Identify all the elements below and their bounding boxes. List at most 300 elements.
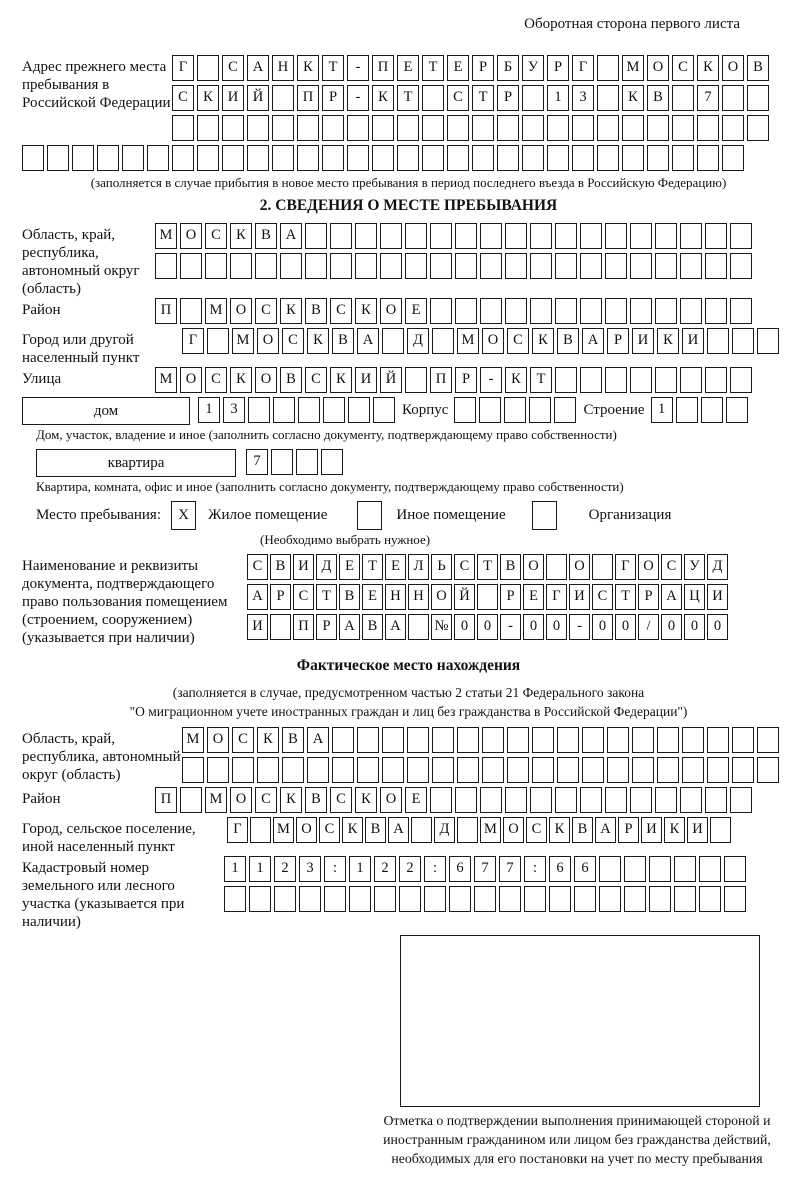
field-street — [22, 367, 795, 397]
char-cell: В — [255, 223, 277, 249]
char-cell: Е — [339, 554, 360, 580]
char-cell — [707, 328, 729, 354]
char-cell — [672, 115, 694, 141]
char-cell: Р — [455, 367, 477, 393]
char-cell: И — [632, 328, 654, 354]
char-cell: С — [507, 328, 529, 354]
char-cell: В — [747, 55, 769, 81]
char-cell: Г — [572, 55, 594, 81]
char-cell: К — [280, 298, 302, 324]
char-cell: - — [569, 614, 590, 640]
stay-type-label: Место пребывания: — [36, 507, 161, 523]
char-cell — [557, 757, 579, 783]
char-cell — [747, 85, 769, 111]
char-cell — [197, 115, 219, 141]
char-cell — [555, 787, 577, 813]
char-cell: 1 — [547, 85, 569, 111]
char-cell — [680, 787, 702, 813]
char-cell — [730, 787, 752, 813]
char-cell — [555, 367, 577, 393]
previous-address-note: (заполняется в случае прибытия в новое место пребывания в период последнего въезда в Российскую Федерацию) — [90, 175, 727, 190]
char-cell — [474, 886, 496, 912]
stay-type-row — [22, 501, 795, 530]
char-cell: С — [255, 787, 277, 813]
char-cell: О — [569, 554, 590, 580]
char-cell: - — [480, 367, 502, 393]
char-cell: 7 — [474, 856, 496, 882]
char-cell — [547, 145, 569, 171]
char-cell: С — [592, 584, 613, 610]
char-cell — [411, 817, 432, 843]
previous-address-row-4[interactable] — [22, 145, 795, 172]
char-cell — [624, 856, 646, 882]
char-cell — [657, 727, 679, 753]
char-cell: И — [247, 614, 268, 640]
char-cell: Ь — [431, 554, 452, 580]
char-cell: К — [280, 787, 302, 813]
char-cell: С — [247, 554, 268, 580]
char-cell — [249, 886, 271, 912]
stroenie-cells[interactable] — [651, 397, 751, 424]
char-cell: Й — [380, 367, 402, 393]
char-cell — [307, 757, 329, 783]
char-cell — [649, 886, 671, 912]
char-cell — [47, 145, 69, 171]
char-cell — [674, 856, 696, 882]
char-cell — [607, 757, 629, 783]
char-cell — [722, 145, 744, 171]
region-row-2[interactable] — [155, 253, 755, 280]
char-cell: Й — [454, 584, 475, 610]
char-cell: В — [557, 328, 579, 354]
field-factual-city — [22, 817, 795, 856]
char-cell — [147, 145, 169, 171]
char-cell — [397, 115, 419, 141]
char-cell — [357, 727, 379, 753]
char-cell — [272, 115, 294, 141]
char-cell: В — [280, 367, 302, 393]
char-cell — [455, 223, 477, 249]
char-cell: В — [332, 328, 354, 354]
char-cell — [271, 449, 293, 475]
char-cell — [332, 757, 354, 783]
street-row[interactable] — [155, 367, 755, 394]
char-cell — [582, 727, 604, 753]
char-cell — [605, 367, 627, 393]
char-cell — [455, 253, 477, 279]
char-cell — [624, 886, 646, 912]
char-cell: 3 — [299, 856, 321, 882]
char-cell — [705, 367, 727, 393]
char-cell — [730, 298, 752, 324]
char-cell: А — [307, 727, 329, 753]
char-cell: Г — [546, 584, 567, 610]
char-cell: А — [582, 328, 604, 354]
char-cell: А — [357, 328, 379, 354]
field-city — [22, 328, 795, 367]
char-cell — [273, 397, 295, 423]
char-cell — [180, 787, 202, 813]
checkbox-organization[interactable] — [532, 501, 557, 530]
cadastral-row-2[interactable] — [224, 886, 749, 913]
char-cell: 6 — [449, 856, 471, 882]
char-cell: П — [297, 85, 319, 111]
char-cell: Г — [182, 328, 204, 354]
char-cell: К — [230, 367, 252, 393]
char-cell: П — [155, 787, 177, 813]
char-cell — [455, 787, 477, 813]
char-cell — [732, 757, 754, 783]
char-cell — [357, 757, 379, 783]
char-cell: Е — [385, 554, 406, 580]
cadastral-label: Кадастровый номер земельного или лесного участка (указывается при наличии) — [22, 860, 185, 930]
char-cell — [699, 886, 721, 912]
char-cell: М — [205, 298, 227, 324]
char-cell — [180, 253, 202, 279]
char-cell: О — [230, 298, 252, 324]
char-cell — [457, 757, 479, 783]
char-cell — [724, 856, 746, 882]
char-cell — [247, 145, 269, 171]
char-cell: К — [257, 727, 279, 753]
apartment-box-label: квартира — [36, 449, 236, 477]
char-cell — [530, 223, 552, 249]
char-cell — [655, 787, 677, 813]
char-cell — [172, 145, 194, 171]
char-cell: Т — [422, 55, 444, 81]
char-cell — [622, 115, 644, 141]
factual-region-grid — [182, 727, 782, 787]
char-cell — [672, 145, 694, 171]
char-cell — [408, 614, 429, 640]
char-cell: 6 — [574, 856, 596, 882]
char-cell — [380, 223, 402, 249]
char-cell — [582, 757, 604, 783]
char-cell — [180, 298, 202, 324]
previous-address-row-2[interactable] — [172, 85, 772, 112]
char-cell: С — [330, 787, 352, 813]
char-cell — [250, 817, 271, 843]
char-cell — [546, 554, 567, 580]
previous-address-row-3[interactable] — [172, 115, 772, 142]
char-cell — [707, 727, 729, 753]
city-row[interactable] — [182, 328, 782, 355]
char-cell: Р — [472, 55, 494, 81]
char-cell — [405, 223, 427, 249]
char-cell — [655, 367, 677, 393]
char-cell — [554, 397, 576, 423]
char-cell: К — [697, 55, 719, 81]
char-cell: С — [222, 55, 244, 81]
char-cell — [323, 397, 345, 423]
option-organization-label: Организация — [588, 507, 672, 523]
char-cell — [472, 115, 494, 141]
previous-address-grid — [172, 55, 772, 145]
char-cell: Т — [397, 85, 419, 111]
char-cell — [407, 727, 429, 753]
document-row-3[interactable] — [247, 614, 730, 641]
apartment-note: Квартира, комната, офис и иное (заполнить согласно документу, подтверждающему право собственности) — [36, 479, 624, 494]
char-cell — [432, 328, 454, 354]
char-cell: Р — [618, 817, 639, 843]
char-cell — [405, 367, 427, 393]
char-cell — [630, 253, 652, 279]
char-cell — [324, 886, 346, 912]
char-cell: 2 — [399, 856, 421, 882]
char-cell — [222, 145, 244, 171]
char-cell — [480, 787, 502, 813]
factual-city-row[interactable] — [227, 817, 733, 844]
char-cell: А — [595, 817, 616, 843]
char-cell — [630, 223, 652, 249]
apartment-cells[interactable] — [246, 449, 346, 476]
char-cell: Р — [497, 85, 519, 111]
char-cell — [480, 298, 502, 324]
char-cell — [574, 886, 596, 912]
document-row-2[interactable] — [247, 584, 730, 611]
char-cell — [272, 145, 294, 171]
field-factual-district — [22, 787, 795, 817]
document-grid — [247, 554, 730, 644]
char-cell — [449, 886, 471, 912]
char-cell: 0 — [615, 614, 636, 640]
district-label: Район — [22, 302, 61, 318]
document-row-1[interactable] — [247, 554, 730, 581]
char-cell: Т — [316, 584, 337, 610]
char-cell: К — [342, 817, 363, 843]
char-cell — [680, 298, 702, 324]
char-cell: С — [205, 367, 227, 393]
char-cell: Й — [247, 85, 269, 111]
char-cell — [680, 253, 702, 279]
char-cell — [207, 757, 229, 783]
char-cell: 0 — [523, 614, 544, 640]
char-cell: № — [431, 614, 452, 640]
char-cell — [632, 757, 654, 783]
char-cell: М — [155, 367, 177, 393]
cadastral-grid — [224, 856, 749, 916]
char-cell — [355, 253, 377, 279]
char-cell: 7 — [246, 449, 268, 475]
char-cell — [457, 817, 478, 843]
char-cell — [305, 223, 327, 249]
char-cell — [580, 787, 602, 813]
char-cell: 2 — [374, 856, 396, 882]
char-cell — [248, 397, 270, 423]
char-cell: А — [280, 223, 302, 249]
char-cell — [347, 145, 369, 171]
char-cell: - — [347, 55, 369, 81]
char-cell — [322, 115, 344, 141]
char-cell — [676, 397, 698, 423]
char-cell — [347, 115, 369, 141]
char-cell: Т — [615, 584, 636, 610]
char-cell: Г — [615, 554, 636, 580]
char-cell — [580, 253, 602, 279]
char-cell: П — [155, 298, 177, 324]
char-cell — [454, 397, 476, 423]
char-cell: С — [672, 55, 694, 81]
char-cell: Р — [316, 614, 337, 640]
house-number-cells[interactable] — [198, 397, 398, 424]
char-cell — [499, 886, 521, 912]
region-row-1[interactable] — [155, 223, 755, 250]
char-cell: 7 — [499, 856, 521, 882]
char-cell: П — [372, 55, 394, 81]
char-cell: 0 — [477, 614, 498, 640]
char-cell — [497, 145, 519, 171]
char-cell — [630, 787, 652, 813]
char-cell: К — [505, 367, 527, 393]
char-cell: : — [324, 856, 346, 882]
char-cell — [682, 757, 704, 783]
char-cell — [482, 727, 504, 753]
char-cell — [297, 145, 319, 171]
char-cell: В — [362, 614, 383, 640]
option-other-premises-label: Иное помещение — [396, 507, 506, 523]
char-cell: В — [365, 817, 386, 843]
char-cell — [647, 145, 669, 171]
previous-address-label: Адрес прежнего места пребывания в Российской Федерации — [22, 59, 171, 111]
char-cell — [726, 397, 748, 423]
char-cell: О — [255, 367, 277, 393]
char-cell — [607, 727, 629, 753]
checkbox-other-premises[interactable] — [357, 501, 382, 530]
field-document — [22, 554, 795, 647]
char-cell: 0 — [661, 614, 682, 640]
char-cell — [349, 886, 371, 912]
char-cell — [697, 145, 719, 171]
char-cell — [680, 223, 702, 249]
char-cell — [480, 223, 502, 249]
char-cell: О — [207, 727, 229, 753]
region-grid — [155, 223, 755, 283]
house-box-label: дом — [22, 397, 190, 425]
char-cell — [522, 115, 544, 141]
char-cell: М — [232, 328, 254, 354]
char-cell — [530, 298, 552, 324]
char-cell — [447, 145, 469, 171]
char-cell: Р — [500, 584, 521, 610]
char-cell — [524, 886, 546, 912]
char-cell — [705, 787, 727, 813]
char-cell: 1 — [249, 856, 271, 882]
char-cell: Р — [638, 584, 659, 610]
section2-title: 2. СВЕДЕНИЯ О МЕСТЕ ПРЕБЫВАНИЯ — [259, 197, 558, 214]
char-cell — [705, 298, 727, 324]
korpus-cells[interactable] — [454, 397, 579, 424]
char-cell: : — [524, 856, 546, 882]
char-cell — [705, 253, 727, 279]
char-cell — [630, 367, 652, 393]
char-cell — [757, 757, 779, 783]
stamp-area-box — [400, 935, 760, 1107]
char-cell — [297, 115, 319, 141]
char-cell: Е — [397, 55, 419, 81]
char-cell — [724, 886, 746, 912]
char-cell: Т — [472, 85, 494, 111]
char-cell: 0 — [546, 614, 567, 640]
street-label: Улица — [22, 371, 62, 387]
char-cell: К — [197, 85, 219, 111]
char-cell: Т — [362, 554, 383, 580]
factual-district-row[interactable] — [155, 787, 755, 814]
char-cell — [655, 253, 677, 279]
char-cell — [172, 115, 194, 141]
char-cell: И — [641, 817, 662, 843]
char-cell: Е — [405, 787, 427, 813]
char-cell — [632, 727, 654, 753]
house-note: Дом, участок, владение и иное (заполнить согласно документу, подтверждающему право собственности) — [36, 427, 617, 442]
char-cell: С — [232, 727, 254, 753]
char-cell: О — [380, 298, 402, 324]
char-cell — [274, 886, 296, 912]
char-cell — [257, 757, 279, 783]
char-cell — [655, 298, 677, 324]
char-cell — [430, 253, 452, 279]
char-cell — [605, 253, 627, 279]
char-cell — [710, 817, 731, 843]
char-cell: - — [500, 614, 521, 640]
char-cell: А — [385, 614, 406, 640]
char-cell: К — [297, 55, 319, 81]
cadastral-row-1[interactable] — [224, 856, 749, 883]
char-cell — [480, 253, 502, 279]
factual-region-row-1[interactable] — [182, 727, 782, 754]
char-cell: И — [707, 584, 728, 610]
field-district — [22, 298, 795, 328]
char-cell: Г — [227, 817, 248, 843]
char-cell — [599, 886, 621, 912]
char-cell: О — [431, 584, 452, 610]
char-cell — [422, 85, 444, 111]
stamp-area-note: Отметка о подтверждении выполнения принимающей стороной и иностранным гражданином или лицом без гражданства действий, необходимых для его постановки на учет по месту пребывания — [383, 1113, 771, 1166]
char-cell: О — [230, 787, 252, 813]
char-cell — [432, 727, 454, 753]
previous-address-row-1[interactable] — [172, 55, 772, 82]
char-cell: 3 — [572, 85, 594, 111]
char-cell — [430, 223, 452, 249]
char-cell: 1 — [651, 397, 673, 423]
char-cell: А — [661, 584, 682, 610]
char-cell: И — [687, 817, 708, 843]
char-cell — [672, 85, 694, 111]
char-cell — [732, 328, 754, 354]
char-cell: В — [500, 554, 521, 580]
char-cell: О — [647, 55, 669, 81]
char-cell — [505, 253, 527, 279]
char-cell — [597, 85, 619, 111]
char-cell — [332, 727, 354, 753]
char-cell — [482, 757, 504, 783]
char-cell — [348, 397, 370, 423]
factual-note-line2: "О миграционном учете иностранных граждан и лиц без гражданства в Российской Федерации") — [129, 704, 688, 719]
char-cell: Д — [434, 817, 455, 843]
factual-city-label: Город, сельское поселение, иной населенный пункт — [22, 821, 196, 855]
char-cell: В — [270, 554, 291, 580]
char-cell: / — [638, 614, 659, 640]
district-row[interactable] — [155, 298, 755, 325]
factual-region-row-2[interactable] — [182, 757, 782, 784]
char-cell — [397, 145, 419, 171]
char-cell: С — [454, 554, 475, 580]
char-cell — [580, 367, 602, 393]
char-cell: И — [355, 367, 377, 393]
char-cell: П — [430, 367, 452, 393]
char-cell — [330, 223, 352, 249]
checkbox-residential[interactable]: X — [171, 501, 196, 530]
char-cell — [432, 757, 454, 783]
